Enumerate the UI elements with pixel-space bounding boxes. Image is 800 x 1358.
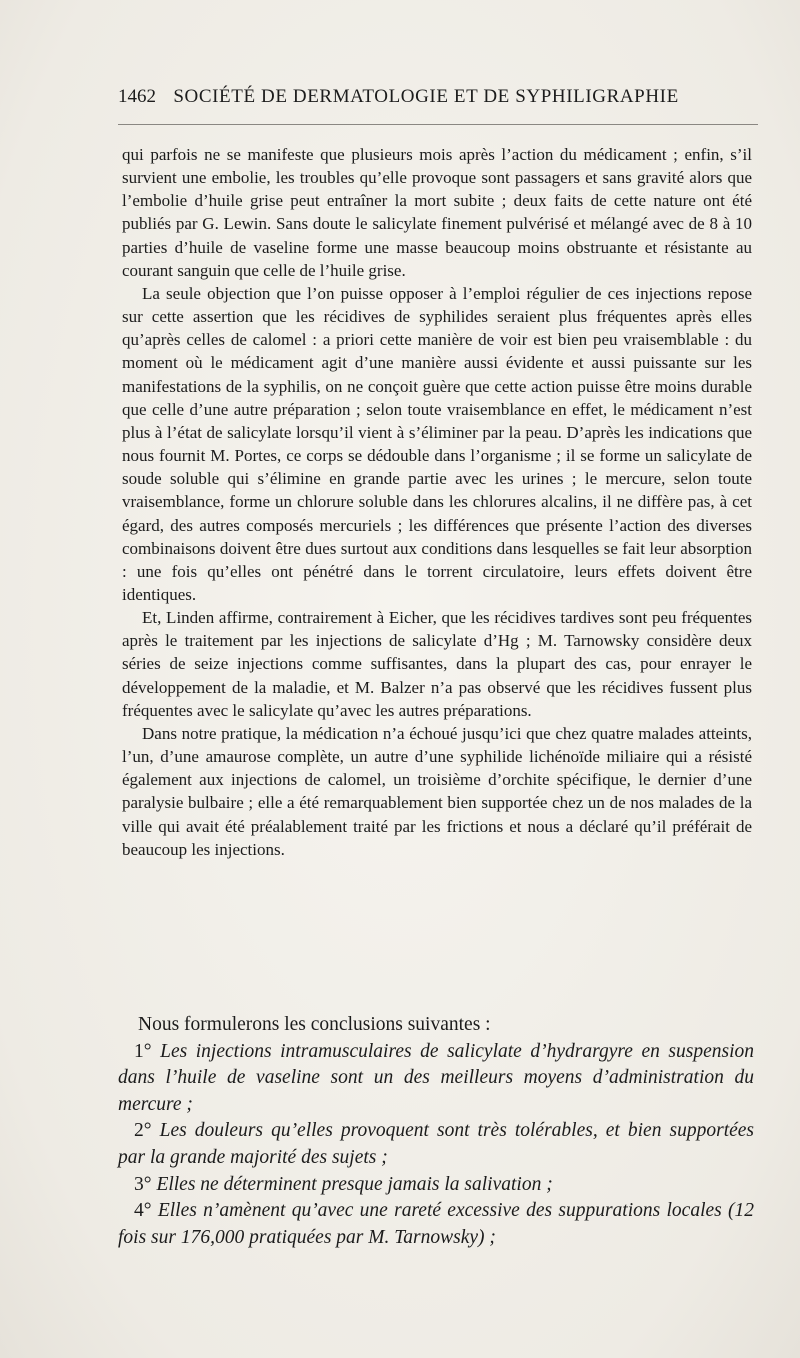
running-header	[118, 86, 758, 108]
conclusion-number: 4°	[134, 1200, 152, 1222]
running-title: SOCIÉTÉ DE DERMATOLOGIE ET DE SYPHILIGRAPHIE	[173, 86, 679, 107]
paragraph: La seule objection que l’on puisse opposer à l’emploi régulier de ces injections repose sur cette assertion que les récidives de syphilides seraient plus fréquentes après elles qu’après celles de calomel : a priori cette manière de voir est bien peu vraisemblable : du moment où le médicament agit d’une manière aussi évidente et aussi puissante sur les manifestations de la syphilis, on ne conçoit guère que cette action puisse être moins durable que celle d’une autre préparation ; selon toute vraisemblance en effet, le médicament n’est plus à l’état de salicylate lorsqu’il vient à s’éliminer par la peau. D’après les indications que nous fournit M. Portes, ce corps se dédouble dans l’organisme ; il se forme un salicylate de soude soluble qui s’élimine en grande partie avec les urines ; le mercure, selon toute vraisemblance, forme un chlorure soluble dans les chlorures alcalins, il ne diffère pas, à cet égard, des autres composés mercuriels ; les différences que présente l’action des diverses combinaisons doivent être dues surtout aux conditions dans lesquelles se fait leur absorption : une fois qu’elles ont pénétré dans le torrent circulatoire, leurs effets doivent être identiques.	[122, 283, 752, 604]
conclusion-text: Les douleurs qu’elles provoquent sont très tolérables, et bien supportées par la grande majorité des sujets ;	[118, 1120, 755, 1168]
conclusion-number: 3°	[134, 1173, 152, 1195]
conclusion-text: Les injections intramusculaires de salicylate d’hydrargyre en suspension dans l’huile de vaseline sont un des meilleurs moyens d’administration du mercure ;	[118, 1040, 754, 1115]
conclusions-section	[118, 1012, 754, 1251]
conclusion-number: 1°	[134, 1040, 152, 1062]
paragraph: qui parfois ne se manifeste que plusieurs mois après l’action du médicament ; enfin, s’il survient une embolie, les troubles qu’elle provoque sont passagers et sans gravité alors que l’embolie d’huile grise peut entraîner la mort subite ; deux faits de cette nature ont été publiés par G. Lewin. Sans doute le salicylate finement pulvérisé et mélangé avec de 8 à 10 parties d’huile de vaseline forme une masse beaucoup moins obstruante et résistante au courant sanguin que celle de l’huile grise.	[122, 145, 752, 280]
body-text	[122, 143, 752, 861]
conclusion-item	[118, 1118, 754, 1171]
conclusion-number: 2°	[134, 1120, 152, 1142]
conclusions-lead: Nous formulerons les conclusions suivantes :	[138, 1014, 491, 1035]
conclusion-item	[118, 1039, 754, 1119]
paragraph: Dans notre pratique, la médication n’a échoué jusqu’ici que chez quatre malades atteints, l’un, d’une amaurose complète, un autre d’une syphilide lichénoïde miliaire qui a résisté également aux injections de calomel, un troisième d’orchite spécifique, le dernier d’une paralysie bulbaire ; elle a été remarquablement bien supportée chez un de nos malades de la ville qui avait été préalablement traité par les frictions et nous a déclaré qu’il préférait de beaucoup les injections.	[122, 723, 752, 859]
header-rule	[118, 124, 758, 125]
page-number: 1462	[118, 86, 156, 107]
paragraph: Et, Linden affirme, contrairement à Eicher, que les récidives tardives sont peu fréquentes après le traitement par les injections de salicylate d’Hg ; M. Tarnowsky considère deux séries de seize injections comme suffisantes, dans la plupart des cas, pour enrayer le développement de la maladie, et M. Balzer n’a pas observé que les récidives fussent plus fréquentes avec le salicylate qu’avec les autres préparations.	[122, 608, 752, 720]
conclusion-text: Elles n’amènent qu’avec une rareté excessive des suppurations locales (12 fois sur 176,000 pratiquées par M. Tarnowsky) ;	[118, 1200, 755, 1248]
conclusion-item	[118, 1198, 754, 1251]
conclusion-item	[118, 1172, 754, 1199]
conclusion-text: Elles ne déterminent presque jamais la salivation ;	[156, 1173, 553, 1195]
